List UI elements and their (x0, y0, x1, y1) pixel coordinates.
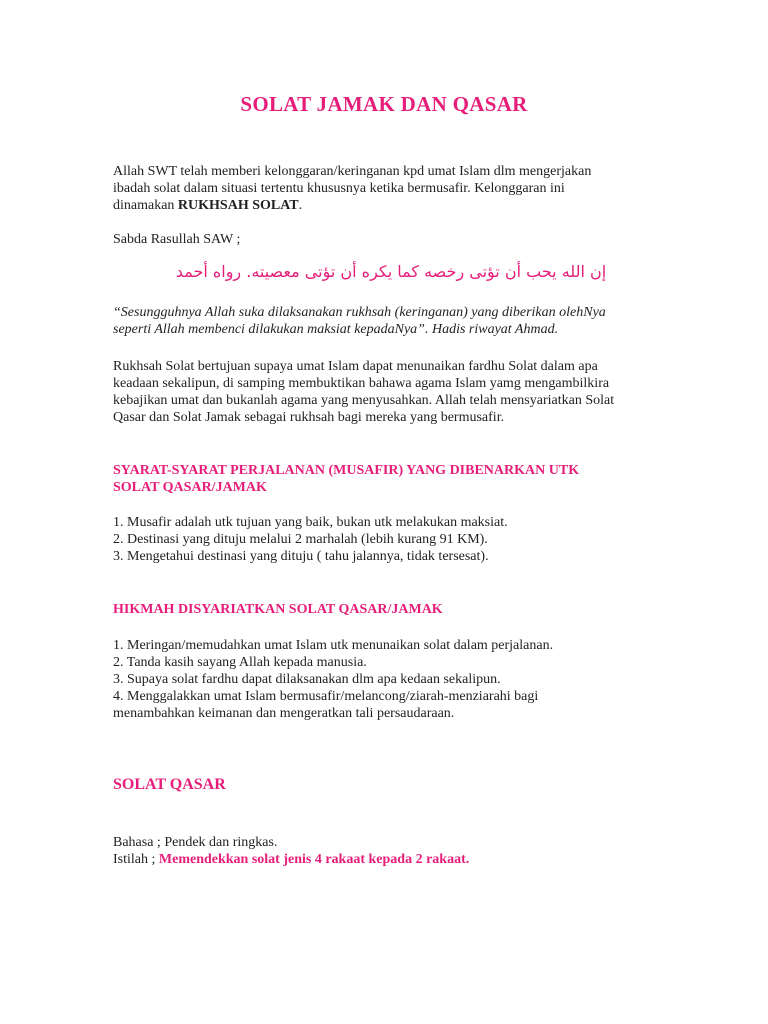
hadith-translation (113, 304, 673, 338)
qasar-heading: SOLAT QASAR (113, 776, 226, 793)
syarat-heading-line-2: SOLAT QASAR/JAMAK (113, 480, 267, 495)
paragraph-line-2: keadaan sekalipun, di samping membuktikan bahawa agama Islam yamg mengambilkira (113, 376, 610, 391)
intro-line-2: ibadah solat dalam situasi tertentu khususnya ketika bermusafir. Kelonggaran ini (113, 181, 565, 196)
syarat-heading-line-1: SYARAT-SYARAT PERJALANAN (MUSAFIR) YANG DIBENARKAN UTK (113, 463, 580, 478)
list-item: 2. Tanda kasih sayang Allah kepada manusia. (113, 655, 367, 670)
intro-line-3-post: . (298, 198, 303, 213)
sabda-line (113, 231, 673, 248)
rukhsah-paragraph (113, 358, 673, 426)
list-item: 3. Supaya solat fardhu dapat dilaksanakan dlm apa kedaan sekalipun. (113, 672, 501, 687)
intro-line-3 (113, 197, 673, 214)
rukhsah-solat-term: RUKHSAH SOLAT (177, 198, 299, 213)
intro-paragraph (113, 163, 673, 214)
sabda-text: Sabda Rasullah SAW ; (113, 232, 241, 247)
hikmah-heading: HIKMAH DISYARIATKAN SOLAT QASAR/JAMAK (113, 602, 443, 617)
quote-line-1: “Sesungguhnya Allah suka dilaksanakan rukhsah (keringanan) yang diberikan olehNya (113, 305, 606, 320)
list-item: 1. Musafir adalah utk tujuan yang baik, bukan utk melakukan maksiat. (113, 515, 508, 530)
bahasa-line: Bahasa ; Pendek dan ringkas. (113, 835, 278, 850)
istilah-value: Memendekkan solat jenis 4 rakaat kepada 2 rakaat. (158, 852, 470, 867)
intro-line-1: Allah SWT telah memberi kelonggaran/keringanan kpd umat Islam dlm mengerjakan (113, 164, 592, 179)
syarat-heading (113, 462, 673, 496)
list-item: 2. Destinasi yang dituju melalui 2 marhalah (lebih kurang 91 KM). (113, 532, 488, 547)
paragraph-line-3: kebajikan umat dan bukanlah agama yang menyusahkan. Allah telah mensyariatkan Solat (113, 393, 615, 408)
list-item: menambahkan keimanan dan mengeratkan tali persaudaraan. (113, 706, 455, 721)
paragraph-line-1: Rukhsah Solat bertujuan supaya umat Islam dapat menunaikan fardhu Solat dalam apa (113, 359, 598, 374)
list-item: 3. Mengetahui destinasi yang dituju ( tahu jalannya, tidak tersesat). (113, 549, 489, 564)
istilah-line (113, 851, 673, 868)
intro-line-3-pre: dinamakan (113, 198, 178, 213)
arabic-hadith: إن الله يحب أن تؤتى رخصه كما يكره أن تؤتى معصيته. رواه أحمد (175, 262, 607, 281)
istilah-label: Istilah ; (113, 852, 159, 867)
qasar-definition (113, 834, 673, 868)
list-item: 1. Meringan/memudahkan umat Islam utk menunaikan solat dalam perjalanan. (113, 638, 554, 653)
quote-line-2: seperti Allah membenci dilakukan maksiat kepadaNya”. Hadis riwayat Ahmad. (113, 322, 559, 337)
list-item: 4. Menggalakkan umat Islam bermusafir/melancong/ziarah-menziarahi bagi (113, 689, 539, 704)
paragraph-line-4: Qasar dan Solat Jamak sebagai rukhsah bagi mereka yang bermusafir. (113, 410, 505, 425)
hikmah-list (113, 637, 673, 722)
page-title: SOLAT JAMAK DAN QASAR (240, 92, 528, 116)
syarat-list (113, 514, 673, 565)
